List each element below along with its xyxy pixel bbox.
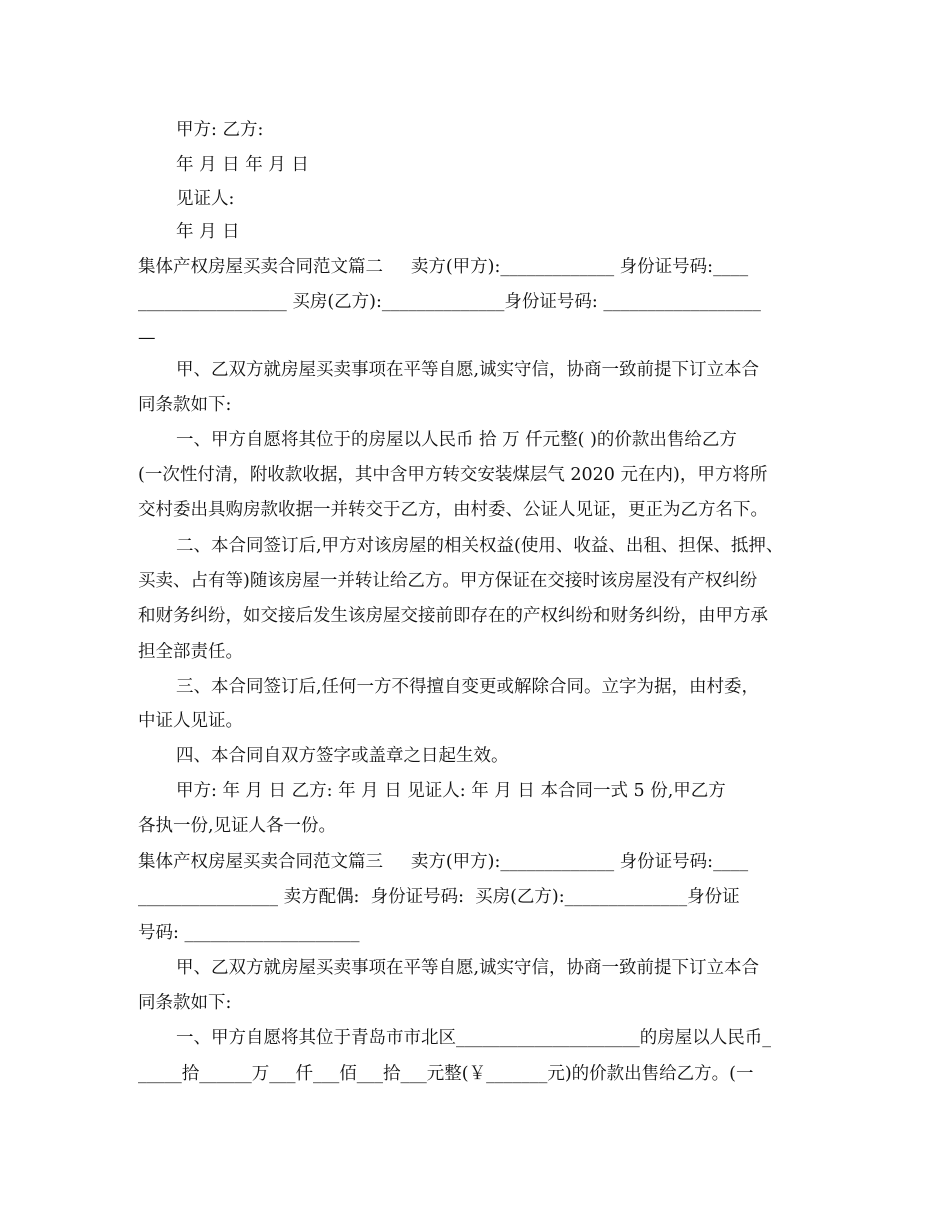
text-line: 买卖、占有等)随该房屋一并转让给乙方。甲方保证在交接时该房屋没有产权纠纷	[138, 571, 758, 591]
clause-2-line: 二、本合同签订后,甲方对该房屋的相关权益(使用、收益、出租、担保、抵押、	[176, 536, 784, 556]
text-line: 同条款如下:	[138, 993, 232, 1013]
clause-1-line: 一、甲方自愿将其位于的房屋以人民币 拾 万 仟元整( )的价款出售给乙方	[176, 430, 737, 450]
signature-dates-line: 年 月 日 年 月 日	[176, 155, 309, 175]
signature-block-line: 甲方: 年 月 日 乙方: 年 月 日 见证人: 年 月 日 本合同一式 5 份,甲乙方	[176, 781, 726, 801]
section-heading-2: 集体产权房屋买卖合同范文篇二 卖方(甲方):_____________ 身份证号码:____	[138, 257, 749, 277]
text-line: 各执一份,见证人各一份。	[138, 816, 337, 836]
text-line: 同条款如下:	[138, 395, 232, 415]
paragraph-line: 甲、乙双方就房屋买卖事项在平等自愿,诚实守信，协商一致前提下订立本合	[176, 360, 760, 380]
clause-1-line: 一、甲方自愿将其位于青岛市市北区_____________________的房屋以人民币_	[176, 1028, 771, 1048]
text-line: ________________ 卖方配偶: 身份证号码: 买房(乙方):______________身份证	[138, 887, 740, 907]
clause-4-line: 四、本合同自双方签字或盖章之日起生效。	[176, 746, 509, 766]
text-line: (一次性付清，附收款收据，其中含甲方转交安装煤层气 2020 元在内)，甲方将所	[138, 465, 768, 485]
clause-3-line: 三、本合同签订后,任何一方不得擅自变更或解除合同。立字为据，由村委，	[176, 677, 760, 697]
text-line: 号码: ____________________	[138, 923, 360, 943]
witness-date-line: 年 月 日	[176, 222, 240, 242]
text-line: _________________ 买房(乙方):______________身份证号码: __________________	[138, 292, 761, 312]
text-line: 担全部责任。	[138, 642, 243, 662]
text-line: _____拾______万___仟___佰___拾___元整(￥_______元)的价款出售给乙方。(一	[138, 1064, 754, 1084]
paragraph-line: 甲、乙双方就房屋买卖事项在平等自愿,诚实守信，协商一致前提下订立本合	[176, 958, 760, 978]
text-line: 中证人见证。	[138, 711, 243, 731]
text-line: 和财务纠纷，如交接后发生该房屋交接前即存在的产权纠纷和财务纠纷，由甲方承	[138, 606, 768, 626]
text-line: —	[138, 328, 156, 348]
signature-parties-line: 甲方: 乙方:	[176, 120, 264, 140]
witness-line: 见证人:	[176, 189, 235, 209]
section-heading-3: 集体产权房屋买卖合同范文篇三 卖方(甲方):_____________ 身份证号码:____	[138, 852, 749, 872]
text-line: 交村委出具购房款收据一并转交于乙方，由村委、公证人见证，更正为乙方名下。	[138, 500, 768, 520]
